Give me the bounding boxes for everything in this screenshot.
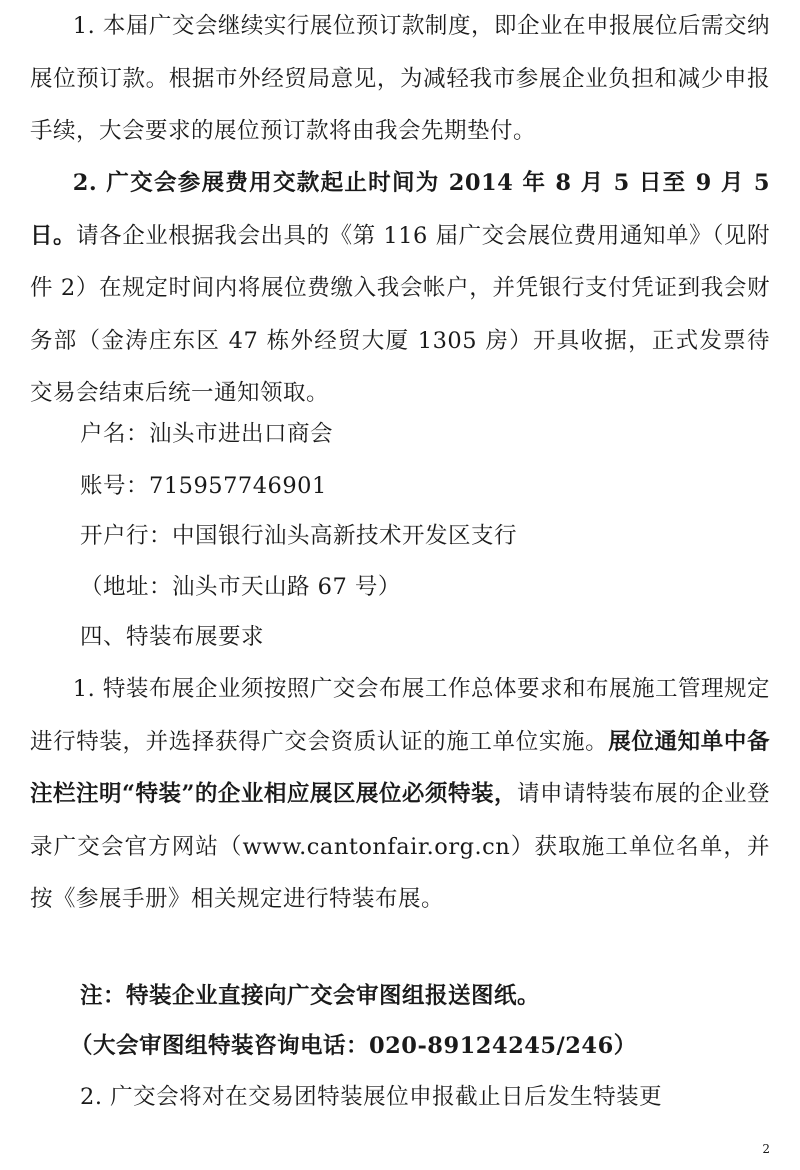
payment-period-rest: 请各企业根据我会出具的《第 116 届广交会展位费用通知单》（见附件 2）在规定时间内将展位费缴入我会帐户，并凭银行支付凭证到我会财务部（金涛庄东区 47 栋外经贸大厦 1305 房）开具收据，正式发票待交易会结束后统一通知领取。 [30, 222, 770, 406]
paragraph-next-item: 2. 广交会将对在交易团特装展位申报截止日后发生特装更 [80, 1084, 663, 1110]
special-booth-rest: 请申请特装布展的企业登录广交会官方网站（www.cantonfair.org.cn）获取施工单位名单，并按《参展手册》相关规定进行特装布展。 [30, 781, 770, 912]
page-number: 2 [762, 1142, 770, 1156]
paragraph-payment-period [30, 157, 770, 420]
paragraph-special-booth [30, 663, 770, 926]
special-booth-bold: 展位通知单中备注栏注明“特装”的企业相应展区展位必须特装， [30, 728, 770, 807]
hotline-line: （大会审图组特装咨询电话：020-89124245/246） [70, 1033, 637, 1059]
paragraph-deposit-policy [30, 0, 770, 158]
note-line: 注：特装企业直接向广交会审图组报送图纸。 [80, 983, 541, 1009]
special-booth-normal: 1. 特装布展企业须按照广交会布展工作总体要求和布展施工管理规定进行特装，并选择获得广交会资质认证的施工单位实施。 [30, 676, 770, 755]
account-name-line: 户名：汕头市进出口商会 [80, 421, 334, 447]
paragraph-deposit-policy-text: 1. 本届广交会继续实行展位预订款制度，即企业在申报展位后需交纳展位预订款。根据市外经贸局意见，为减轻我市参展企业负担和减少申报手续，大会要求的展位预订款将由我会先期垫付。 [30, 13, 770, 144]
bank-line: 开户行：中国银行汕头高新技术开发区支行 [80, 523, 518, 549]
section-four-heading: 四、特装布展要求 [80, 624, 265, 650]
payment-period-bold: 2. 广交会参展费用交款起止时间为 2014 年 8 月 5 日至 9 月 5 日。 [30, 170, 770, 249]
account-number-line: 账号：715957746901 [80, 473, 327, 499]
address-line: （地址：汕头市天山路 67 号） [80, 574, 401, 600]
